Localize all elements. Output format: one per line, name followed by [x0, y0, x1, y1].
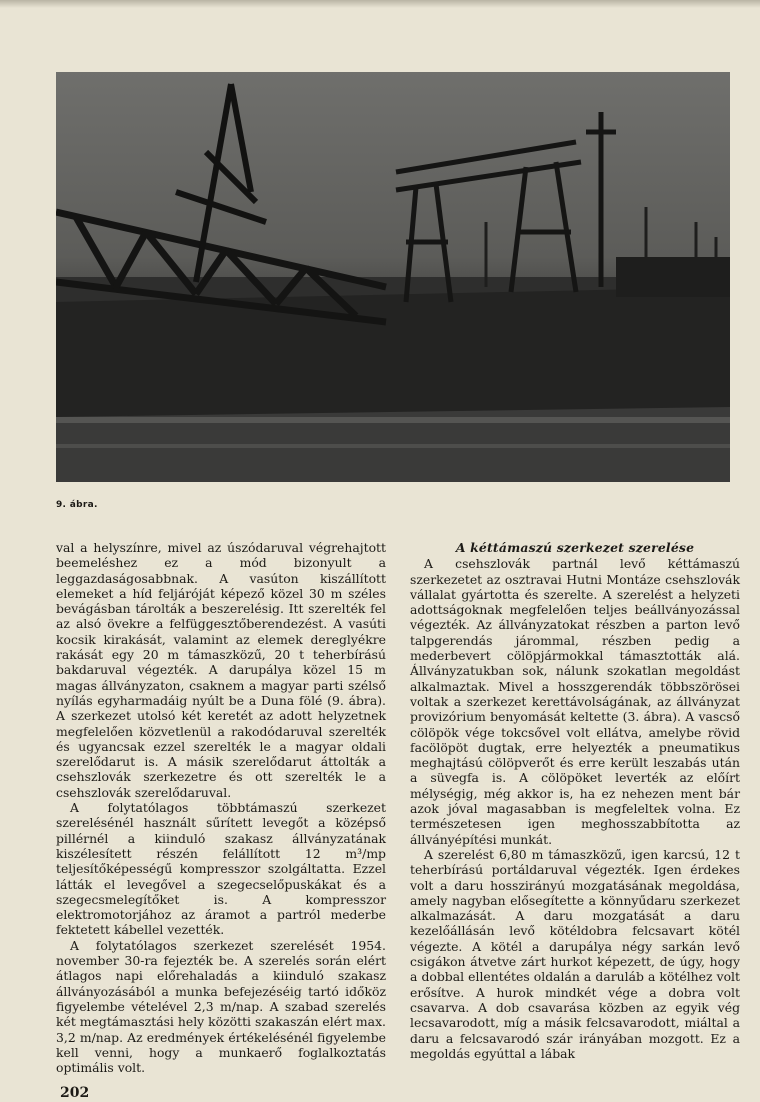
paragraph: A csehszlovák partnál levő kéttámaszú szerkezetet az osztravai Hutni Montáze csehszlovák vállalat gyártotta és szerelte. A szerelést a helyzeti adottságoknak megfelelően teljes beállványozással végezték. Az állványzatokat részben a parton levő talpgerendás járommal, részben pedig a mederbevert cölöpjármokkal támasztották alá. Állványzatukban sok, nálunk szokatlan megoldást alkalmaztak. Mivel a hosszgerendák többszörösei voltak a szerkezet kerettávolságának, az állványzat provizórium benyomását keltette (3. ábra). A vascső cölöpök vége tokcsővel volt ellátva, amelybe rövid facölöpöt dugtak, erre helyezték a pneumatikus meghajtású cölöpverőt és erre került leszabás után a süvegfa is. A cölöpöket leverték az előírt mélységig, még akkor is, ha ez nehezen ment bár azok jóval magasabban is megfeleltek volna. Ez természetesen igen meghosszabbította az állványépítési munkát. — [410, 556, 740, 847]
page-number: 202 — [60, 1085, 90, 1101]
paragraph: A szerelést 6,80 m támaszközű, igen karcsú, 12 t teherbírású portáldaruval végezték. Igen érdekes volt a daru hosszirányú mozgatásának megoldása, amely nagyban elősegítette a könnyűdaru szerkezet alkalmazását. A daru mozgatását a daru kezelőállásán levő kötéldobra felcsavart kötél végezte. A kötél a darupálya négy sarkán levő csigákon átvetve zárt hurkot képezett, de úgy, hogy a dobbal ellentétes oldalán a daruláb a kötélhez volt erősítve. A hurok mindkét vége a dobra volt csavarva. A dob csavarása közben az egyik vég lecsavarodott, míg a másik felcsavarodott, miáltal a daru a felcsavarodó szár irányában mozgott. Ez a megoldás egyúttal a lábak — [410, 846, 740, 1061]
paragraph: val a helyszínre, mivel az úszódaruval végrehajtott beemeléshez ez a mód bizonyult a leggazdaságosabbnak. A vasúton kiszállított elemeket a híd feljáróját képező közel 30 m széles bevágásban tárolták a beszerelésig. Itt szerelték fel az alsó övekre a felfüggesztőberendezést. A vasúti kocsik kirakását, valamint az elemek dereglyékre rakását egy 20 m támaszközű, 20 t teherbírású bakdaruval végezték. A darupálya közel 15 m magas állványzaton, csaknem a magyar parti szélső nyílás egyharmadáig nyúlt be a Duna fölé (9. ábra). A szerkezet utolsó két keretét az adott helyzetnek megfelelően közvetlenül a rakodódaruval szerelték és ugyancsak ezzel szerelték le a magyar oldali szerelődarut is. A másik szerelődarut áttolták a csehszlovák szerkezetre és ott szerelték le a csehszlovák szerelődaruval. — [56, 540, 386, 800]
construction-photo — [56, 72, 730, 482]
left-column — [56, 540, 386, 1075]
figure-caption: 9. ábra. — [56, 500, 98, 510]
crane-bridge-silhouette — [56, 72, 730, 482]
paragraph: A folytatólagos többtámaszú szerkezet szerelésénél használt sűrített levegőt a középső pillérnél a kiinduló szakasz állványzatának kiszélesített részén felállított 12 m³/mp teljesítőképességű kompresszor szolgáltatta. Ezzel látták el levegővel a szegecselőpuskákat és a szegecsmelegítőket is. A kompresszor elektromotorjához az áramot a partról mederbe fektetett kábellel vezették. — [56, 800, 386, 938]
paragraph: A folytatólagos szerkezet szerelését 1954. november 30-ra fejezték be. A szerelés során elért átlagos napi előrehaladás a kiinduló szakasz állványozásából a munka befejezéséig tartó időköz figyelembe vételével 2,3 m/nap. A szabad szerelés két megtámasztási hely közötti szakaszán elért max. 3,2 m/nap. Az eredmények értékelésénél figyelembe kell venni, hogy a munkaerő foglalkoztatás optimális volt. — [56, 937, 386, 1076]
section-heading: A kéttámaszú szerkezet szerelése — [455, 540, 695, 555]
right-column — [410, 540, 740, 1061]
page-top-band — [0, 0, 760, 8]
